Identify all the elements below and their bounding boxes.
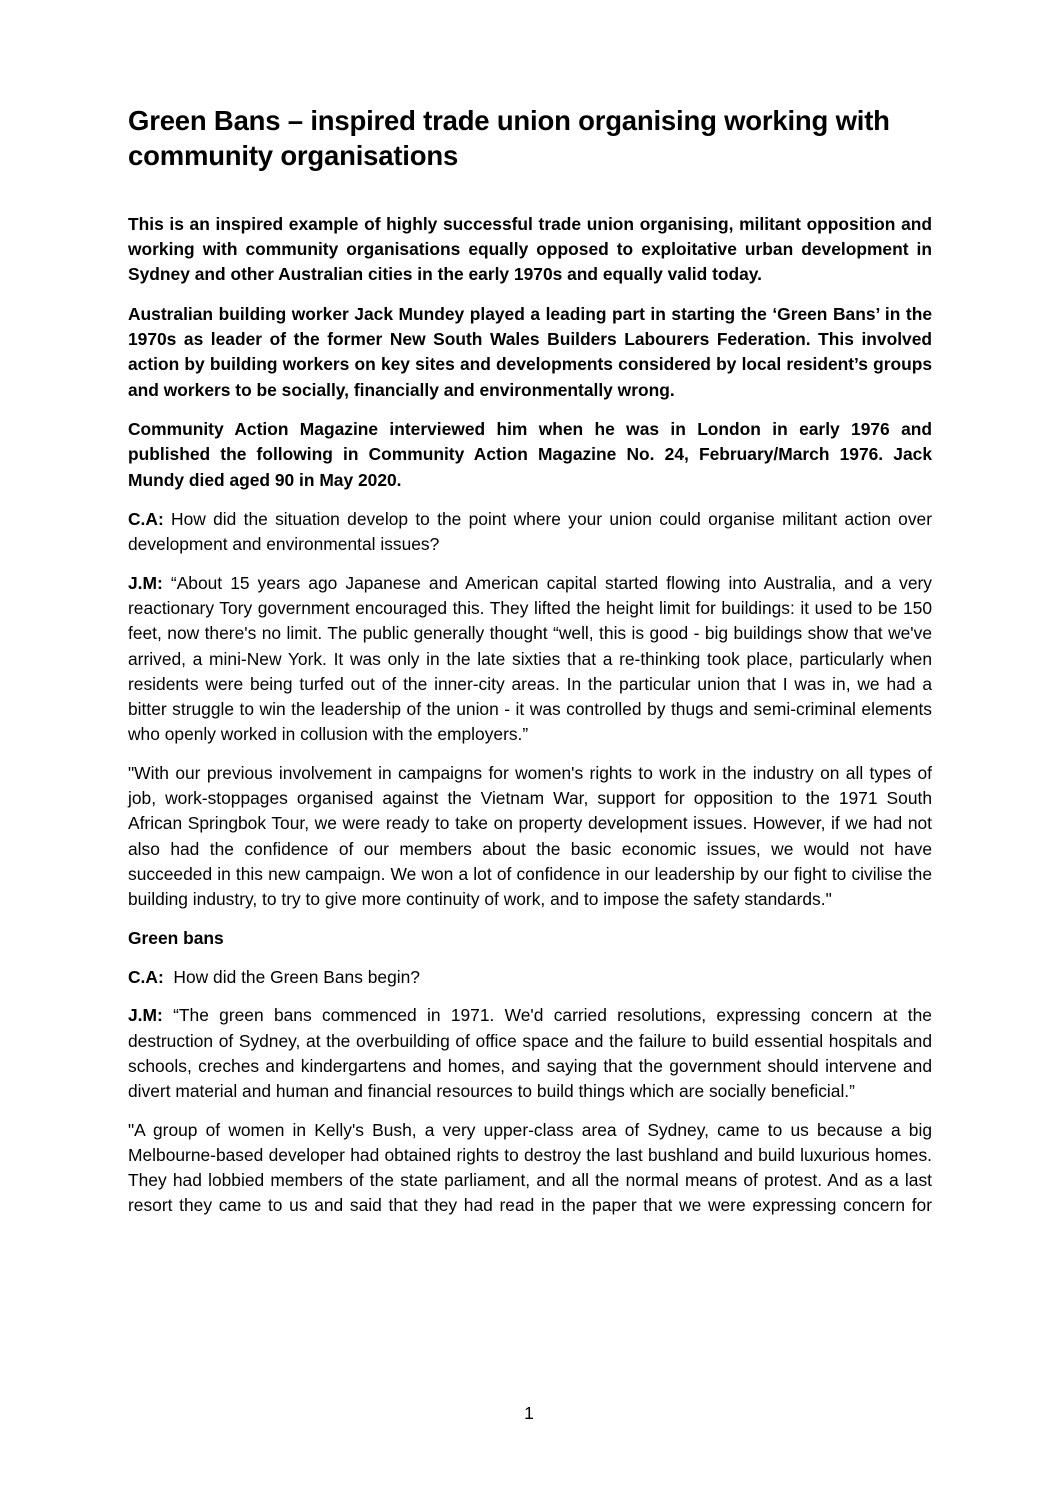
- section-heading-green-bans: Green bans: [128, 927, 224, 948]
- question-2-text: How did the Green Bans begin?: [173, 966, 420, 987]
- answer-2-continued: "A group of women in Kelly's Bush, a very upper-class area of Sydney, came to us because a big Melbourne-based developer had obtained rights to destroy the last bushland and build luxurious homes. They had lobbied members of the state parliament, and all the normal means of protest. And as a last resort they came to us and said that they had read in the paper that we were expressing concern for: [128, 1119, 932, 1216]
- answer-2-text: “The green bans commenced in 1971. We'd carried resolutions, expressing concern at the destruction of Sydney, at the overbuilding of office space and the failure to build essential hospitals and schools, creches and kindergartens and homes, and saying that the government should intervene and divert material and human and financial resources to build things which are socially beneficial.”: [128, 1005, 932, 1102]
- document-body: [128, 104, 932, 1257]
- answer-1-text: “About 15 years ago Japanese and American capital started flowing into Australia, and a very reactionary Tory government encouraged this. They lifted the height limit for buildings: it used to be 150 feet, now there's no limit. The public generally thought “well, this is good - big buildings show that we've arrived, a mini-New York. It was only in the late sixties that a re-thinking took place, particularly when residents were being turfed out of the inner-city areas. In the particular union that I was in, we had a bitter struggle to win the leadership of the union - it was controlled by thugs and semi-criminal elements who openly worked in collusion with the employers.”: [128, 572, 932, 745]
- intro-paragraph-2: Australian building worker Jack Mundey played a leading part in starting the ‘Green Bans’ in the 1970s as leader of the former New South Wales Builders Labourers Federation. This involved action by building workers on key sites and developments considered by local resident’s groups and workers to be socially, financially and environmentally wrong.: [128, 303, 932, 400]
- intro-paragraph-1: This is an inspired example of highly successful trade union organising, militant opposition and working with community organisations equally opposed to exploitative urban development in Sydney and other Australian cities in the early 1970s and equally valid today.: [128, 213, 932, 285]
- question-1-text: How did the situation develop to the point where your union could organise militant action over development and environmental issues?: [128, 508, 932, 555]
- page-title: Green Bans – inspired trade union organising working with community organisations: [128, 105, 890, 171]
- ca-label-2: C.A:: [128, 966, 164, 987]
- jm-label-1: J.M:: [128, 572, 163, 593]
- question-1: [128, 507, 932, 558]
- jm-label-2: J.M:: [128, 1005, 163, 1026]
- page-number: 1: [524, 1403, 534, 1423]
- answer-1-continued: "With our previous involvement in campaigns for women's rights to work in the industry on all types of job, work-stoppages organised against the Vietnam War, support for opposition to the 1971 South African Springbok Tour, we were ready to take on property development issues. However, if we had not also had the confidence of our members about the basic economic issues, we would not have succeeded in this new campaign. We won a lot of confidence in our leadership by our fight to civilise the building industry, to try to give more continuity of work, and to impose the safety standards.": [128, 762, 932, 910]
- ca-label-1: C.A:: [128, 508, 164, 529]
- question-2: [128, 965, 932, 990]
- answer-2: [128, 1003, 932, 1104]
- intro-paragraph-3: Community Action Magazine interviewed him when he was in London in early 1976 and published the following in Community Action Magazine No. 24, February/March 1976. Jack Mundy died aged 90 in May 2020.: [128, 419, 932, 490]
- answer-1: [128, 571, 932, 748]
